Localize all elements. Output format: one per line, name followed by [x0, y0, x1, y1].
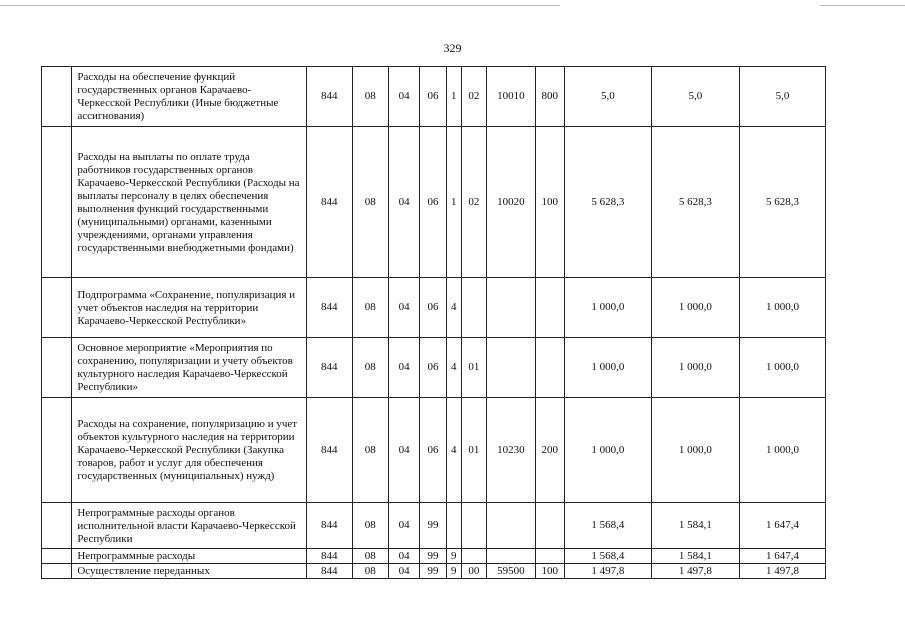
amount-year-1-cell: 5 628,3 [564, 127, 651, 278]
expense-name-cell: Расходы на сохранение, популяризацию и учет объектов культурного наследия на территории Карачаево-Черкесской Республики (Закупка товаров, работ и услуг для обеспечения государственных (муниципальных) нужд) [72, 398, 307, 503]
scan-edge-line [0, 5, 560, 6]
amount-year-1-cell: 1 000,0 [564, 338, 651, 398]
section-code-cell: 08 [352, 549, 388, 564]
amount-year-2-cell: 1 584,1 [651, 549, 739, 564]
subsection-code-cell: 04 [388, 278, 419, 338]
subsection-code-cell: 04 [388, 398, 419, 503]
expense-name-cell: Осуществление переданных [72, 564, 307, 579]
program-code-cell: 06 [420, 67, 446, 127]
subsection-code-cell: 04 [388, 127, 419, 278]
subsection-code-cell: 04 [388, 338, 419, 398]
subprogram-code-cell [446, 503, 461, 549]
budget-table [41, 66, 826, 579]
program-code-cell: 06 [420, 398, 446, 503]
direction-code-cell: 10020 [487, 127, 536, 278]
page-number: 329 [443, 41, 462, 55]
amount-year-2-cell: 5 628,3 [651, 127, 739, 278]
activity-code-cell: 01 [461, 398, 486, 503]
table-row [42, 127, 826, 278]
table-row [42, 338, 826, 398]
row-number-cell [42, 564, 72, 579]
program-code-cell: 99 [420, 549, 446, 564]
direction-code-cell [487, 338, 536, 398]
table-row [42, 278, 826, 338]
amount-year-3-cell: 1 000,0 [739, 398, 825, 503]
ministry-code-cell: 844 [307, 398, 353, 503]
section-code-cell: 08 [352, 564, 388, 579]
expense-type-code-cell: 100 [535, 564, 564, 579]
amount-year-2-cell: 5,0 [651, 67, 739, 127]
direction-code-cell [487, 278, 536, 338]
direction-code-cell: 10230 [487, 398, 536, 503]
amount-year-3-cell: 1 647,4 [739, 503, 825, 549]
table-row [42, 503, 826, 549]
activity-code-cell [461, 278, 486, 338]
subprogram-code-cell: 1 [446, 67, 461, 127]
subprogram-code-cell: 1 [446, 127, 461, 278]
amount-year-2-cell: 1 584,1 [651, 503, 739, 549]
program-code-cell: 99 [420, 564, 446, 579]
ministry-code-cell: 844 [307, 564, 353, 579]
expense-name-cell: Основное мероприятие «Мероприятия по сохранению, популяризации и учету объектов культурного наследия Карачаево-Черкесской Республики» [72, 338, 307, 398]
table-row [42, 549, 826, 564]
ministry-code-cell: 844 [307, 338, 353, 398]
row-number-cell [42, 398, 72, 503]
section-code-cell: 08 [352, 67, 388, 127]
amount-year-2-cell: 1 497,8 [651, 564, 739, 579]
section-code-cell: 08 [352, 503, 388, 549]
amount-year-1-cell: 1 000,0 [564, 278, 651, 338]
activity-code-cell [461, 549, 486, 564]
amount-year-3-cell: 1 497,8 [739, 564, 825, 579]
subprogram-code-cell: 4 [446, 398, 461, 503]
program-code-cell: 06 [420, 338, 446, 398]
amount-year-1-cell: 1 497,8 [564, 564, 651, 579]
amount-year-1-cell: 1 000,0 [564, 398, 651, 503]
row-number-cell [42, 127, 72, 278]
program-code-cell: 06 [420, 127, 446, 278]
row-number-cell [42, 503, 72, 549]
expense-name-cell: Расходы на обеспечение функций государственных органов Карачаево-Черкесской Республики (Иные бюджетные ассигнования) [72, 67, 307, 127]
section-code-cell: 08 [352, 278, 388, 338]
ministry-code-cell: 844 [307, 127, 353, 278]
amount-year-1-cell: 1 568,4 [564, 549, 651, 564]
expense-name-cell: Расходы на выплаты по оплате труда работников государственных органов Карачаево-Черкесской Республики (Расходы на выплаты персоналу в целях обеспечения выполнения функций государственными (муниципальными) органами, казенными учреждениями, органами управления государственными внебюджетными фондами) [72, 127, 307, 278]
direction-code-cell: 59500 [487, 564, 536, 579]
direction-code-cell [487, 503, 536, 549]
direction-code-cell [487, 549, 536, 564]
table-row [42, 67, 826, 127]
expense-name-cell: Подпрограмма «Сохранение, популяризация и учет объектов наследия на территории Карачаево-Черкесской Республики» [72, 278, 307, 338]
expense-type-code-cell [535, 338, 564, 398]
program-code-cell: 99 [420, 503, 446, 549]
row-number-cell [42, 67, 72, 127]
amount-year-2-cell: 1 000,0 [651, 278, 739, 338]
row-number-cell [42, 338, 72, 398]
amount-year-3-cell: 1 647,4 [739, 549, 825, 564]
subprogram-code-cell: 9 [446, 549, 461, 564]
row-number-cell [42, 549, 72, 564]
subsection-code-cell: 04 [388, 549, 419, 564]
subsection-code-cell: 04 [388, 67, 419, 127]
subsection-code-cell: 04 [388, 564, 419, 579]
ministry-code-cell: 844 [307, 67, 353, 127]
amount-year-1-cell: 1 568,4 [564, 503, 651, 549]
table-row [42, 398, 826, 503]
expense-name-cell: Непрограммные расходы [72, 549, 307, 564]
expense-type-code-cell [535, 503, 564, 549]
subprogram-code-cell: 9 [446, 564, 461, 579]
ministry-code-cell: 844 [307, 278, 353, 338]
subprogram-code-cell: 4 [446, 338, 461, 398]
section-code-cell: 08 [352, 398, 388, 503]
expense-type-code-cell: 100 [535, 127, 564, 278]
amount-year-3-cell: 1 000,0 [739, 338, 825, 398]
activity-code-cell: 02 [461, 67, 486, 127]
row-number-cell [42, 278, 72, 338]
expense-type-code-cell: 200 [535, 398, 564, 503]
activity-code-cell: 01 [461, 338, 486, 398]
scan-edge-line [820, 5, 905, 6]
subprogram-code-cell: 4 [446, 278, 461, 338]
expense-name-cell: Непрограммные расходы органов исполнительной власти Карачаево-Черкесской Республики [72, 503, 307, 549]
expense-type-code-cell: 800 [535, 67, 564, 127]
activity-code-cell [461, 503, 486, 549]
activity-code-cell: 00 [461, 564, 486, 579]
section-code-cell: 08 [352, 338, 388, 398]
amount-year-3-cell: 5,0 [739, 67, 825, 127]
program-code-cell: 06 [420, 278, 446, 338]
amount-year-2-cell: 1 000,0 [651, 338, 739, 398]
expense-type-code-cell [535, 278, 564, 338]
ministry-code-cell: 844 [307, 503, 353, 549]
amount-year-3-cell: 5 628,3 [739, 127, 825, 278]
subsection-code-cell: 04 [388, 503, 419, 549]
amount-year-1-cell: 5,0 [564, 67, 651, 127]
direction-code-cell: 10010 [487, 67, 536, 127]
ministry-code-cell: 844 [307, 549, 353, 564]
amount-year-2-cell: 1 000,0 [651, 398, 739, 503]
activity-code-cell: 02 [461, 127, 486, 278]
table-row [42, 564, 826, 579]
amount-year-3-cell: 1 000,0 [739, 278, 825, 338]
expense-type-code-cell [535, 549, 564, 564]
section-code-cell: 08 [352, 127, 388, 278]
